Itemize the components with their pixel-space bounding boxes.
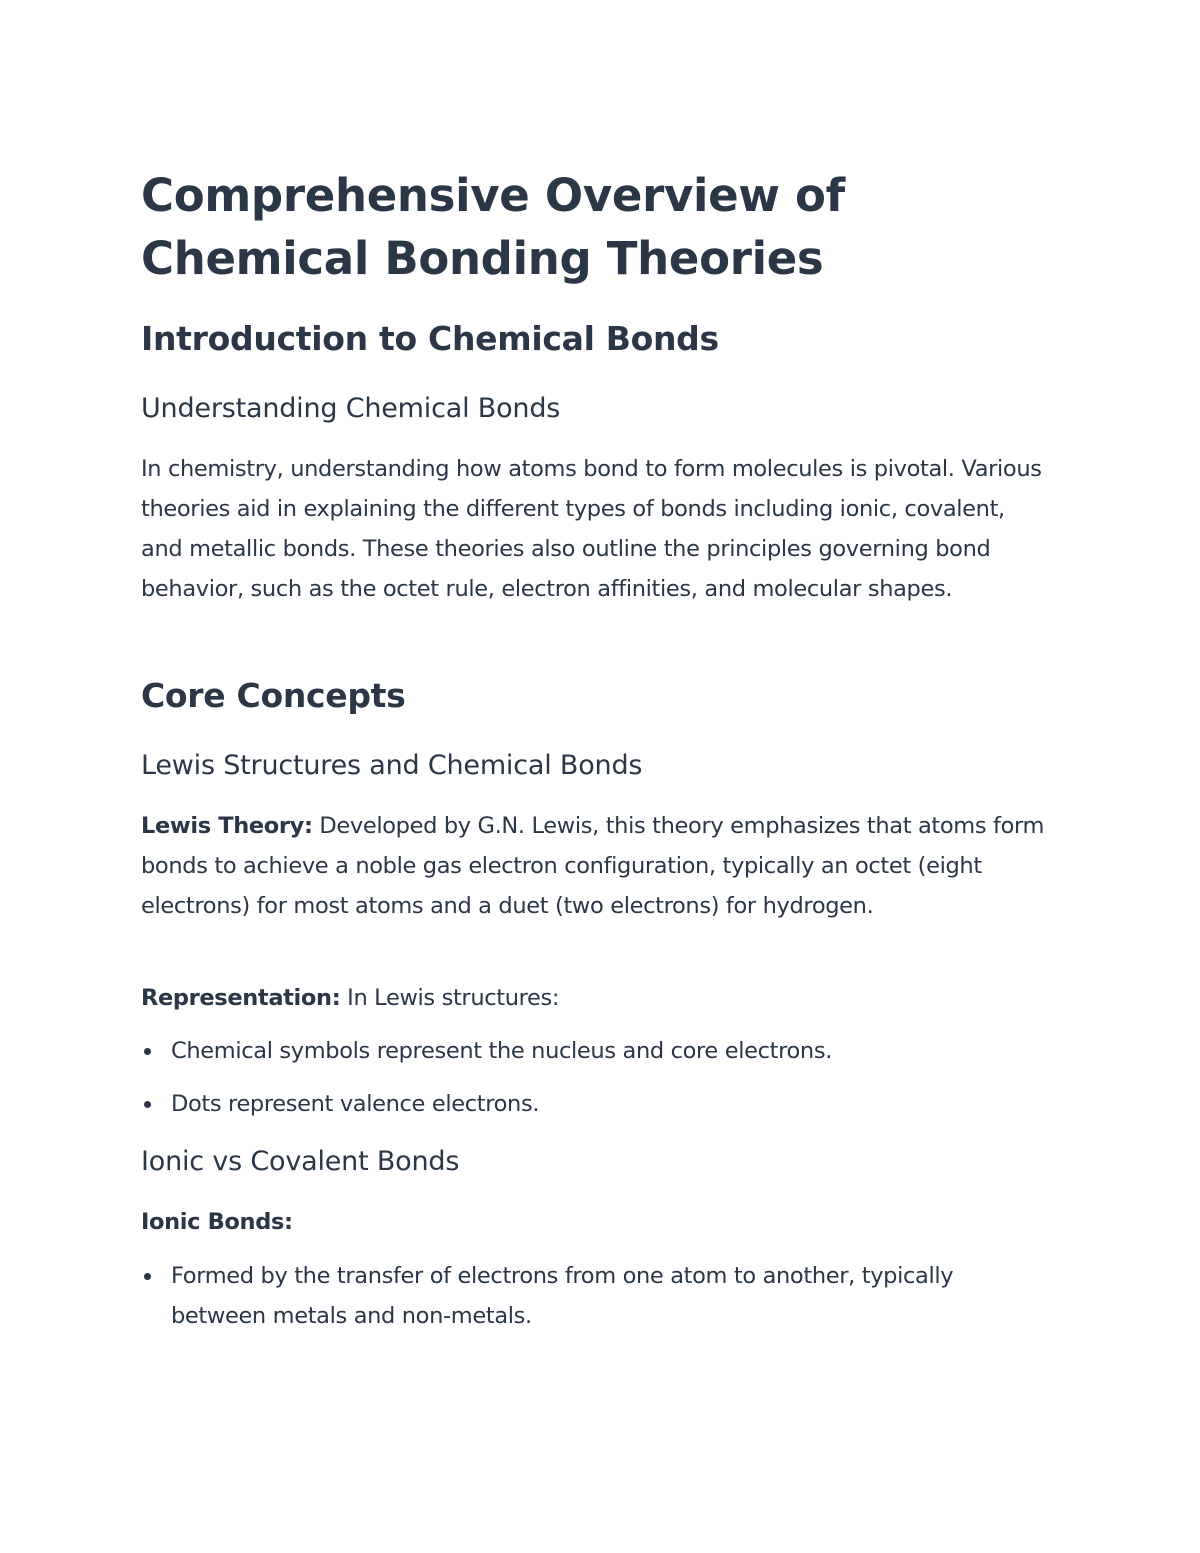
- representation-label: Representation:: [141, 985, 341, 1011]
- introduction-paragraph: In chemistry, understanding how atoms bond to form molecules is pivotal. Various theories aid in explaining the different types of bonds including ionic, covalent, and metallic bonds. These theories also outline the principles governing bond behavior, such as the octet rule, electron affinities, and molecular shapes.: [141, 456, 1042, 602]
- bullet-icon: [144, 1273, 151, 1280]
- ionic-bonds-label: Ionic Bonds:: [141, 1209, 293, 1235]
- bullet-icon: [144, 1048, 151, 1055]
- bullet-icon: [144, 1101, 151, 1108]
- list-item-text: Dots represent valence electrons.: [171, 1091, 540, 1117]
- document-title: Comprehensive Overview of Chemical Bonding Theories: [141, 169, 845, 285]
- subsection-heading-lewis: Lewis Structures and Chemical Bonds: [141, 750, 643, 781]
- ionic-bonds-label-paragraph: [141, 1202, 1051, 1242]
- lewis-theory-label: Lewis Theory:: [141, 813, 313, 839]
- lewis-bullet-list: [141, 1031, 1051, 1124]
- section-heading-core-concepts: Core Concepts: [141, 676, 406, 715]
- representation-paragraph: [141, 978, 1051, 1018]
- list-item: [141, 1084, 1051, 1124]
- representation-text: In Lewis structures:: [340, 985, 560, 1011]
- list-item-text: Formed by the transfer of electrons from one atom to another, typically between metals and non-metals.: [171, 1263, 954, 1329]
- section-heading-introduction: Introduction to Chemical Bonds: [141, 319, 719, 358]
- ionic-bullet-list: [141, 1256, 1051, 1336]
- lewis-theory-paragraph: [141, 806, 1051, 926]
- list-item-text: Chemical symbols represent the nucleus and core electrons.: [171, 1038, 833, 1064]
- list-item: [141, 1256, 1051, 1336]
- subsection-heading-understanding: Understanding Chemical Bonds: [141, 393, 561, 424]
- subsection-heading-ionic-covalent: Ionic vs Covalent Bonds: [141, 1146, 460, 1177]
- list-item: [141, 1031, 1051, 1071]
- lewis-theory-text: Developed by G.N. Lewis, this theory emphasizes that atoms form bonds to achieve a noble gas electron configuration, typically an octet (eight electrons) for most atoms and a duet (two electrons) for hydrogen.: [141, 813, 1045, 919]
